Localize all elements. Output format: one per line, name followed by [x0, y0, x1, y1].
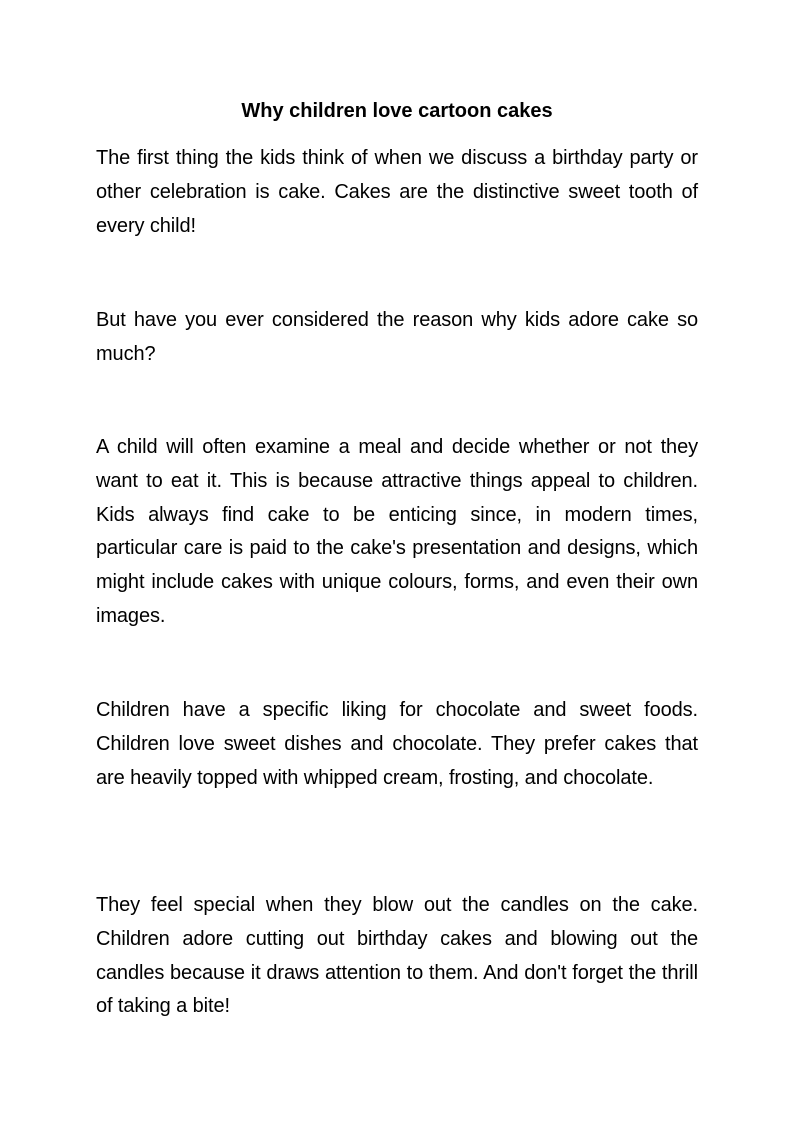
paragraph: But have you ever considered the reason why kids adore cake so much?	[96, 309, 698, 365]
document-title: Why children love cartoon cakes	[241, 100, 553, 122]
paragraph: A child will often examine a meal and decide whether or not they want to eat it. This is because attractive things appeal to children. Kids always find cake to be enticing since, in modern times, particular care is paid to the cake's presentation and designs, which might include cakes with unique colours, forms, and even their own images.	[96, 436, 698, 627]
paragraph: The first thing the kids think of when we discuss a birthday party or other celebration is cake. Cakes are the distinctive sweet tooth of every child!	[96, 147, 698, 237]
paragraph: Children have a specific liking for chocolate and sweet foods. Children love sweet dishes and chocolate. They prefer cakes that are heavily topped with whipped cream, frosting, and chocolate.	[96, 699, 698, 789]
paragraph: They feel special when they blow out the candles on the cake. Children adore cutting out birthday cakes and blowing out the candles because it draws attention to them. And don't forget the thrill of taking a bite!	[96, 894, 698, 1018]
